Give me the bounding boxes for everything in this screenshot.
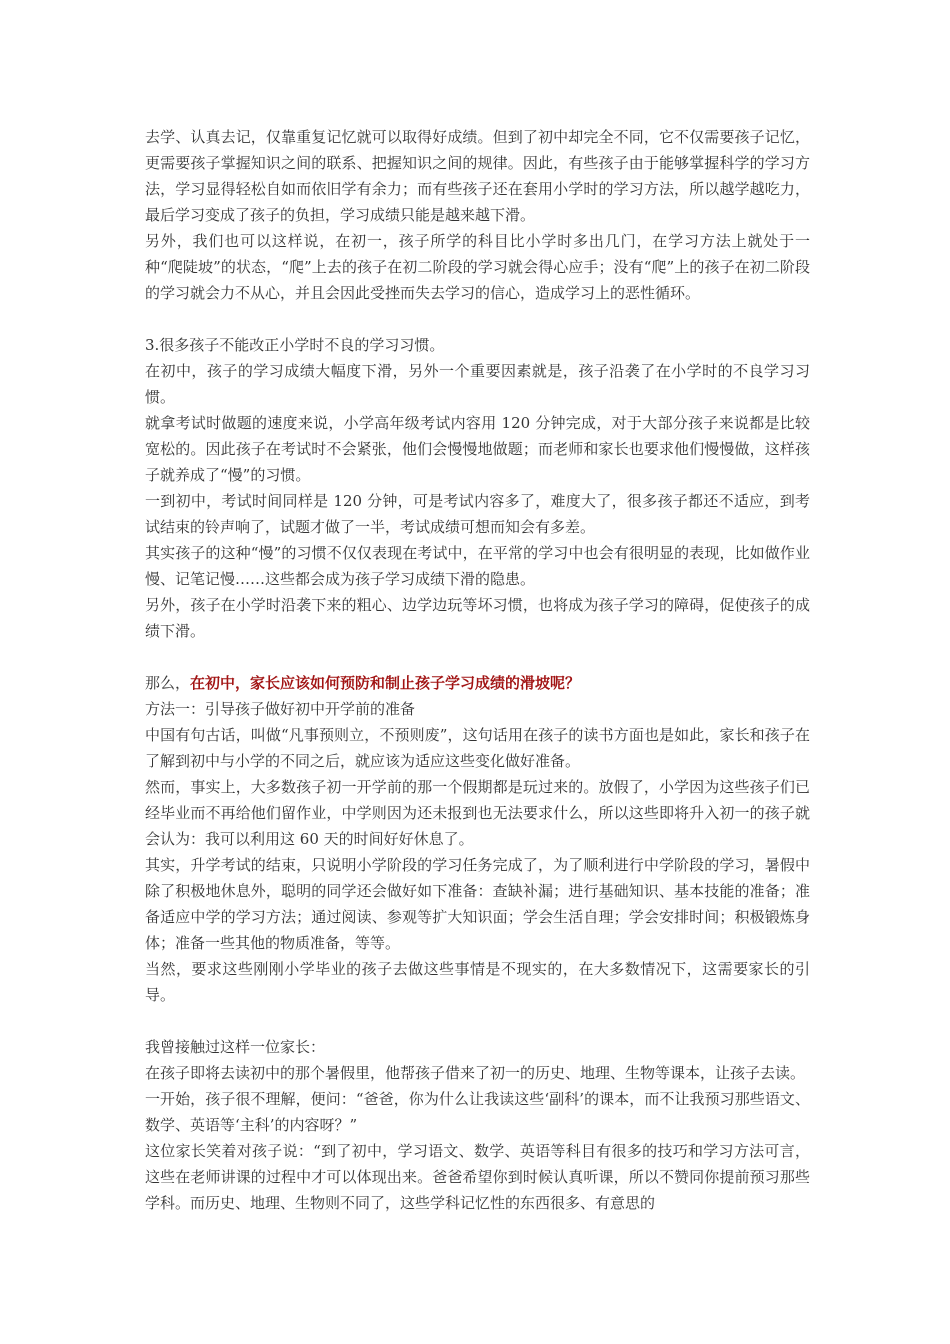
paragraph-proverb: 中国有句古话，叫做“凡事预则立，不预则废”，这句话用在孩子的读书方面也是如此，家长和孩子在了解到初中与小学的不同之后，就应该为适应这些变化做好准备。 [145,726,810,770]
paragraph-exam-speed: 就拿考试时做题的速度来说，小学高年级考试内容用 120 分钟完成，对于大部分孩子来说都是比较宽松的。因此孩子在考试时不会紧张，他们会慢慢地做题；而老师和家长也要求他们慢慢做，这样孩子就养成了“慢”的习惯。 [145,414,810,484]
paragraph-slow-habit: 其实孩子的这种“慢”的习惯不仅仅表现在考试中，在平常的学习中也会有很明显的表现，比如做作业慢、记笔记慢……这些都会成为孩子学习成绩下滑的隐患。 [145,544,810,588]
paragraph-middle-school-exam: 一到初中，考试时间同样是 120 分钟，可是考试内容多了，难度大了，很多孩子都还不适应，到考试结束的铃声响了，试题才做了一半，考试成绩可想而知会有多差。 [145,492,810,536]
document-page [145,124,810,1216]
highlighted-question: 在初中，家长应该如何预防和制止孩子学习成绩的滑坡呢？ [190,674,581,692]
paragraph-parent-answer: 这位家长笑着对孩子说：“到了初中，学习语文、数学、英语等科目有很多的技巧和学习方法可言，这些在老师讲课的过程中才可以体现出来。爸爸希望你到时候认真听课，所以不赞同你提前预习那些学科。而历史、地理、生物则不同了，这些学科记忆性的东西很多、有意思的 [145,1142,810,1212]
paragraph-spacer [145,1008,810,1034]
paragraph-spacer [145,306,810,332]
paragraph-spacer [145,644,810,670]
paragraph-bad-habits: 在初中，孩子的学习成绩大幅度下滑，另外一个重要因素就是，孩子沿袭了在小学时的不良学习习惯。 [145,362,810,406]
paragraph-borrowed-textbooks: 在孩子即将去读初中的那个暑假里，他帮孩子借来了初一的历史、地理、生物等课本，让孩子去读。 [145,1064,806,1082]
method-one-heading: 方法一：引导孩子做好初中开学前的准备 [145,700,416,718]
question-paragraph [145,670,810,696]
paragraph-steep-slope: 另外，我们也可以这样说，在初一，孩子所学的科目比小学时多出几门，在学习方法上就处于一种“爬陡坡”的状态，“爬”上去的孩子在初二阶段的学习就会得心应手；没有“爬”上的孩子在初二阶段的学习就会力不从心，并且会因此受挫而失去学习的信心，造成学习上的恶性循环。 [145,232,810,302]
paragraph-child-question: 一开始，孩子很不理解，便问：“爸爸，你为什么让我读这些‘副科’的课本，而不让我预习那些语文、数学、英语等‘主科’的内容呀？” [145,1090,810,1134]
paragraph-memory-vs-understanding: 去学、认真去记，仅靠重复记忆就可以取得好成绩。但到了初中却完全不同，它不仅需要孩子记忆，更需要孩子掌握知识之间的联系、把握知识之间的规律。因此，有些孩子由于能够掌握科学的学习方法，学习显得轻松自如而依旧学有余力；而有些孩子还在套用小学时的学习方法，所以越学越吃力，最后学习变成了孩子的负担，学习成绩只能是越来越下滑。 [145,128,810,224]
question-lead-in: 那么， [145,674,191,692]
paragraph-preparations: 其实，升学考试的结束，只说明小学阶段的学习任务完成了，为了顺利进行中学阶段的学习，暑假中除了积极地休息外，聪明的同学还会做好如下准备：查缺补漏；进行基础知识、基本技能的准备；准备适应中学的学习方法；通过阅读、参观等扩大知识面；学会生活自理；学会安排时间；积极锻炼身体；准备一些其他的物质准备，等等。 [145,856,810,952]
section-heading-3: 3.很多孩子不能改正小学时不良的学习习惯。 [145,336,445,354]
paragraph-anecdote-intro: 我曾接触过这样一位家长： [145,1038,326,1056]
paragraph-careless-habits: 另外，孩子在小学时沿袭下来的粗心、边学边玩等坏习惯，也将成为孩子学习的障碍，促使孩子的成绩下滑。 [145,596,810,640]
paragraph-summer-vacation: 然而，事实上，大多数孩子初一开学前的那一个假期都是玩过来的。放假了，小学因为这些孩子们已经毕业而不再给他们留作业，中学则因为还未报到也无法要求什么，所以这些即将升入初一的孩子就会认为：我可以利用这 60 天的时间好好休息了。 [145,778,810,848]
paragraph-parent-guidance: 当然，要求这些刚刚小学毕业的孩子去做这些事情是不现实的，在大多数情况下，这需要家长的引导。 [145,960,810,1004]
